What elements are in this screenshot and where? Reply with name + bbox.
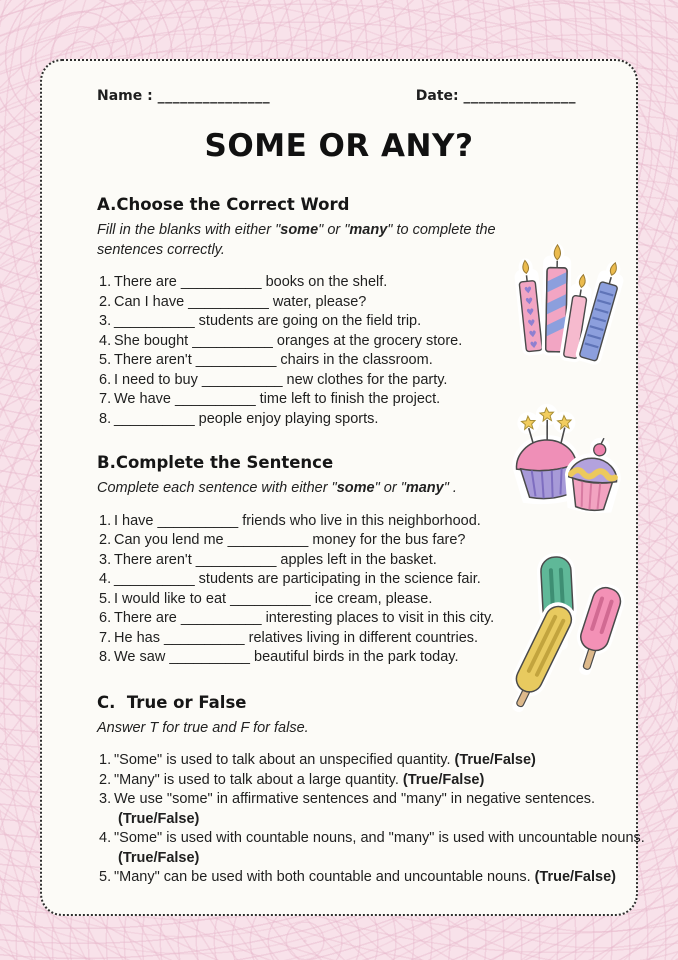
exercise-b-item-1: [99, 512, 569, 532]
item-text: "Some" is used to talk about an unspecified quantity.: [114, 752, 451, 769]
exercise-a-item-5: [99, 351, 569, 371]
item-text: We have __________ time left to finish the project.: [114, 391, 441, 408]
true-false-label: (True/False): [534, 869, 616, 886]
keyword-some: some: [336, 480, 375, 497]
name-field: [97, 88, 270, 104]
item-text: There are __________ books on the shelf.: [114, 274, 388, 291]
item-number: 2.: [99, 532, 112, 549]
item-text: She bought __________ oranges at the grocery store.: [114, 332, 463, 349]
section-c-heading: C. True or False: [97, 692, 247, 712]
item-text: "Many" can be used with both countable and uncountable nouns.: [114, 869, 531, 886]
exercise-a-item-4: [99, 329, 569, 352]
popsicles-icon: [498, 551, 638, 706]
exercise-a-item-8: [99, 410, 569, 430]
item-text: Can you lend me __________ money for the bus fare?: [114, 532, 466, 549]
item-number: 5.: [99, 352, 112, 369]
item-text: We use "some" in affirmative sentences and "many" in negative sentences.: [114, 791, 596, 808]
item-number: 2.: [99, 293, 112, 310]
item-number: 2.: [99, 771, 112, 788]
item-text: We saw __________ beautiful birds in the park today.: [114, 649, 459, 666]
instruction-text: Fill in the blanks with either ": [97, 222, 281, 238]
item-number: 3.: [99, 551, 112, 568]
section-a-heading: A.Choose the Correct Word: [97, 195, 350, 214]
date-field: [416, 88, 576, 104]
item-text: __________ students are participating in the science fair.: [114, 571, 481, 588]
item-text: "Some" is used with countable nouns, and "many" is used with uncountable nouns.: [114, 830, 645, 847]
true-false-label: (True/False): [402, 771, 485, 788]
svg-text:♥: ♥: [529, 340, 539, 352]
exercise-a-item-6: [99, 371, 569, 391]
item-text: "Many" is used to talk about a large quantity.: [114, 771, 399, 788]
item-number: 3.: [99, 791, 112, 808]
item-text: __________ students are going on the field trip.: [114, 313, 422, 330]
true-false-label: (True/False): [118, 810, 200, 827]
svg-text:♥: ♥: [524, 296, 534, 308]
item-number: 4.: [99, 830, 112, 847]
keyword-some: some: [280, 222, 319, 238]
exercise-c-item-2: [99, 771, 651, 791]
item-number: 5.: [99, 869, 112, 886]
svg-text:♥: ♥: [528, 329, 538, 341]
exercise-a-item-7: [99, 390, 569, 410]
section-c-instruction: [97, 719, 581, 739]
exercise-b-item-2: [99, 531, 569, 551]
item-text: There aren't __________ chairs in the classroom.: [114, 352, 433, 369]
section-a-list: [99, 273, 569, 429]
section-b-heading: B.Complete the Sentence: [97, 453, 334, 473]
item-number: 6.: [99, 371, 112, 388]
exercise-c-item-1: [99, 751, 651, 771]
item-number: 4.: [99, 332, 112, 349]
exercise-c-item-5: [99, 868, 651, 888]
date-blank-line[interactable]: _______________: [463, 88, 576, 104]
item-number: 4.: [99, 571, 112, 588]
instruction-text: Complete each sentence with either ": [97, 480, 337, 497]
item-text: __________ people enjoy playing sports.: [114, 410, 379, 427]
section-a-instruction: [97, 221, 537, 260]
birthday-candles-icon: [502, 237, 632, 365]
exercise-a-item-1: [99, 273, 569, 293]
worksheet-title: SOME OR ANY?: [204, 128, 474, 164]
instruction-text: Answer T for true and F for false.: [97, 719, 309, 736]
item-number: 8.: [99, 410, 112, 427]
exercise-c-item-4: [99, 829, 651, 868]
worksheet-card: [40, 59, 645, 916]
item-number: 7.: [99, 391, 112, 408]
exercise-a-item-3: [99, 312, 569, 332]
item-number: 1.: [99, 752, 112, 769]
item-number: 8.: [99, 649, 112, 666]
instruction-text: " or ": [318, 222, 350, 238]
item-text: There are __________ interesting places to visit in this city.: [114, 610, 495, 627]
item-number: 1.: [99, 512, 112, 529]
instruction-text: " or ": [374, 480, 406, 497]
name-label: Name :: [97, 88, 153, 104]
item-number: 5.: [99, 590, 112, 607]
item-number: 6.: [99, 610, 112, 627]
cupcakes-icon: [504, 405, 629, 525]
instruction-text: " to complete the sentences correctly.: [97, 222, 496, 258]
item-text: Can I have __________ water, please?: [114, 293, 367, 310]
item-text: He has __________ relatives living in different countries.: [114, 629, 479, 646]
svg-text:♥: ♥: [523, 285, 533, 297]
svg-text:♥: ♥: [527, 318, 537, 330]
date-label: Date:: [415, 88, 459, 104]
item-text: I have __________ friends who live in this neighborhood.: [114, 512, 481, 529]
name-blank-line[interactable]: _______________: [157, 88, 271, 104]
exercise-c-item-3: [99, 790, 651, 829]
item-number: 1.: [99, 274, 112, 291]
item-number: 3.: [99, 313, 112, 330]
name-date-row: [97, 88, 576, 104]
section-c-list: [99, 751, 651, 888]
svg-text:♥: ♥: [525, 307, 536, 319]
keyword-many: many: [405, 480, 444, 497]
item-text: I need to buy __________ new clothes for the party.: [114, 371, 448, 388]
true-false-label: (True/False): [454, 752, 536, 769]
true-false-label: (True/False): [118, 849, 200, 866]
item-number: 7.: [99, 629, 112, 646]
keyword-many: many: [349, 222, 388, 238]
item-text: I would like to eat __________ ice cream, please.: [114, 590, 433, 607]
item-text: There aren't __________ apples left in the basket.: [114, 551, 437, 568]
instruction-text: " .: [443, 480, 457, 497]
exercise-a-item-2: [99, 293, 569, 313]
